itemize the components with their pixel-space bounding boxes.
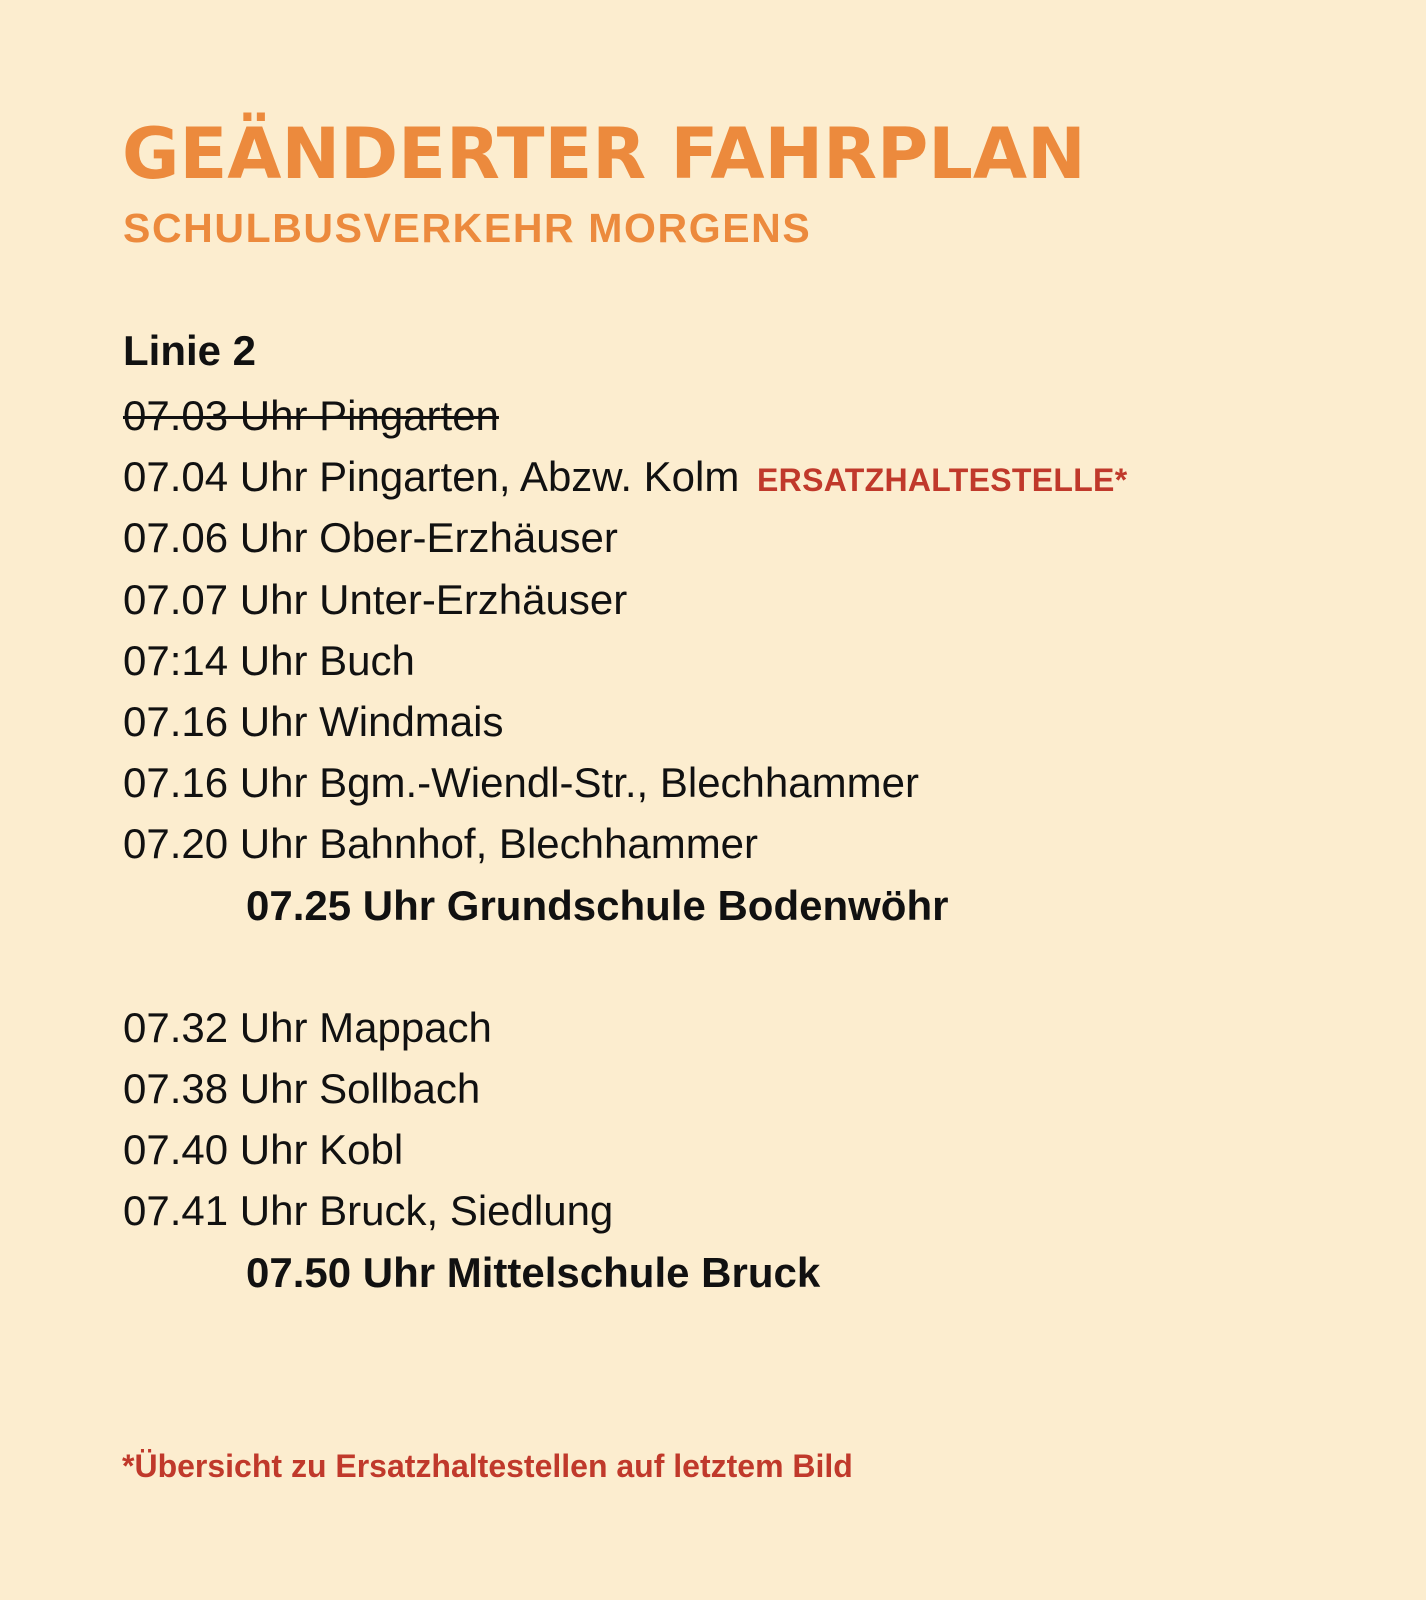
destination-row <box>123 875 1127 936</box>
stop-text: 07.40 Uhr Kobl <box>123 1126 404 1174</box>
stop-row <box>123 813 1127 874</box>
bus-line-label: Linie 2 <box>123 327 257 374</box>
stop-row <box>123 569 1127 630</box>
stop-text: 07.41 Uhr Bruck, Siedlung <box>123 1187 614 1235</box>
stop-row <box>123 752 1127 813</box>
stop-row <box>123 630 1127 691</box>
stop-list <box>123 385 1127 1303</box>
stop-text: 07:14 Uhr Buch <box>123 636 415 684</box>
stop-text: 07.03 Uhr Pingarten <box>123 392 499 439</box>
stop-text: 07.38 Uhr Sollbach <box>123 1065 481 1113</box>
section-gap <box>123 936 1127 997</box>
stop-row-cancelled <box>123 385 1127 446</box>
destination-row <box>123 1242 1127 1303</box>
stop-text: 07.16 Uhr Windmais <box>123 697 504 745</box>
stop-row <box>123 507 1127 568</box>
replacement-stop-badge: ERSATZHALTESTELLE* <box>757 462 1128 499</box>
stop-row <box>123 1119 1127 1180</box>
footnote: *Übersicht zu Ersatzhaltestellen auf letztem Bild <box>122 1448 853 1484</box>
page-subtitle: SCHULBUSVERKEHR MORGENS <box>123 205 812 251</box>
stop-text: 07.32 Uhr Mappach <box>123 1003 492 1051</box>
stop-row <box>123 1180 1127 1241</box>
destination-text: 07.50 Uhr Mittelschule Bruck <box>246 1248 821 1296</box>
stop-text: 07.07 Uhr Unter-Erzhäuser <box>123 575 628 623</box>
destination-text: 07.25 Uhr Grundschule Bodenwöhr <box>246 881 949 929</box>
stop-row <box>123 691 1127 752</box>
stop-text: 07.04 Uhr Pingarten, Abzw. Kolm <box>123 453 740 501</box>
stop-text: 07.06 Uhr Ober-Erzhäuser <box>123 514 618 562</box>
stop-row <box>123 997 1127 1058</box>
stop-text: 07.20 Uhr Bahnhof, Blechhammer <box>123 820 759 868</box>
stop-row <box>123 1058 1127 1119</box>
page-title: GEÄNDERTER FAHRPLAN <box>122 113 1086 195</box>
stop-row-replacement <box>123 446 1127 507</box>
stop-text: 07.16 Uhr Bgm.-Wiendl-Str., Blechhammer <box>123 759 919 807</box>
